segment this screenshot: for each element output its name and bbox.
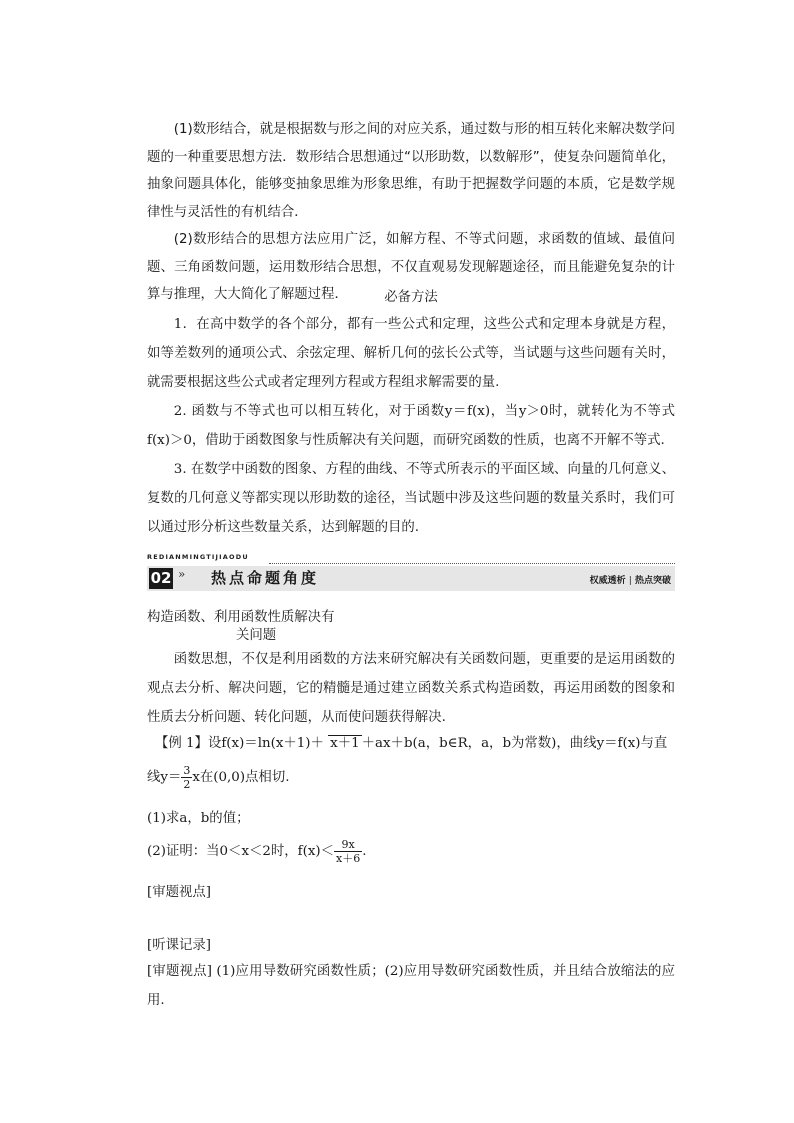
question-2-text: (2)证明：当0＜x＜2时，f(x)＜ [147,844,335,859]
topic-line-1: 构造函数、利用函数性质解决有 [147,610,335,625]
intro-paragraph-1: (1)数形结合，就是根据数与形之间的对应关系，通过数与形的相互转化来解决数学问题的一种重要思想方法．数形结合思想通过“以形助数，以数解形”，使复杂问题简单化，抽象问题具体化，能够变抽象思维为形象思维，有助于把握数学问题的本质，它是数学规律性与灵活性的有机结合． [147,122,675,220]
question-2-end: . [362,844,367,859]
lecture-notes-label: [听课记录] [147,938,212,953]
fraction-denominator: 2 [183,778,191,791]
fraction-numerator: 3 [183,764,191,777]
example-stem-line-2 [147,764,289,791]
function-idea-paragraph: 函数思想，不仅是利用函数的方法来研究解决有关函数问题，更重要的是运用函数的观点去分析、解决问题，它的精髓是通过建立函数关系式构造函数，再运用函数的图象和性质去分析问题、转化问题，从而使问题获得解决. [147,652,675,725]
intro-paragraph-2: (2)数形结合的思想方法应用广泛，如解方程、不等式问题，求函数的值域、最值问题、三角函数问题，运用数形结合思想，不仅直观易发现解题途径，而且能避免复杂的计算与推理，大大简化了解题过程． [147,232,675,302]
function-idea-paragraph-wrap [147,645,675,732]
banner-tagline [590,573,671,586]
example-label: 【例 1】 [155,736,208,751]
fraction-numerator: 9x [334,838,362,852]
topic-line-2: 关问题 [236,628,277,643]
sqrt-expression: x＋1 [330,736,360,751]
example-line2-b: x在(0,0)点相切. [192,770,290,785]
method-item-1: 1．在高中数学的各个部分，都有一些公式和定理，这些公式和定理本身就是方程，如等差数列的通项公式、余弦定理、解析几何的弦长公式等，当试题与这些问题有关时，就需要根据这些公式或者定理列方程或方程组求解需要的量. [147,317,675,390]
banner-pinyin-code: REDIANMINGTIJIAODU [147,553,249,561]
question-2 [147,838,367,865]
intro-section [147,116,675,309]
fraction-denominator: x＋6 [336,852,361,865]
example-line2-a: 线y＝ [147,770,182,785]
fraction-9x-over-x-plus-6 [334,838,362,865]
example-stem-line-1 [155,732,667,751]
section-title-methods: 必备方法 [384,290,438,305]
method-item-2: 2. 函数与不等式也可以相互转化，对于函数y＝f(x)，当y＞0时，就转化为不等式f(x)＞0，借助于函数图象与性质解决有关问题，而研究函数的性质，也离不开解不等式. [147,404,675,448]
section-banner [147,553,675,593]
review-viewpoint-label: [审题视点] [147,885,212,900]
example-stem-b: ＋ax＋b(a，b∈R，a，b为常数)，曲线y＝f(x)与直 [361,736,668,751]
banner-tag-right: 热点突破 [634,576,671,586]
fraction-three-halves [181,764,192,791]
banner-tag-separator: | [628,576,632,586]
example-stem-a: 设f(x)＝ln(x＋1)＋ [207,736,329,751]
banner-dotted-line [269,563,675,564]
method-item-3: 3. 在数学中函数的图象、方程的曲线、不等式所表示的平面区域、向量的几何意义、复数的几何意义等都实现以形助数的途径，当试题中涉及这些问题的数量关系时，我们可以通过形分析这些数量关系，达到解题的目的. [147,462,675,535]
question-1: (1)求a，b的值； [147,811,250,826]
banner-number-badge: 02 [150,569,172,587]
review-note: [审题视点] (1)应用导数研究函数性质；(2)应用导数研究函数性质，并且结合放缩法的应用. [147,964,675,1008]
double-arrow-icon: » [178,567,186,581]
banner-heading: 热点命题角度 [211,569,320,587]
methods-list [147,310,675,542]
banner-tag-left: 权威透析 [589,576,626,586]
review-note-wrap [147,957,675,1015]
